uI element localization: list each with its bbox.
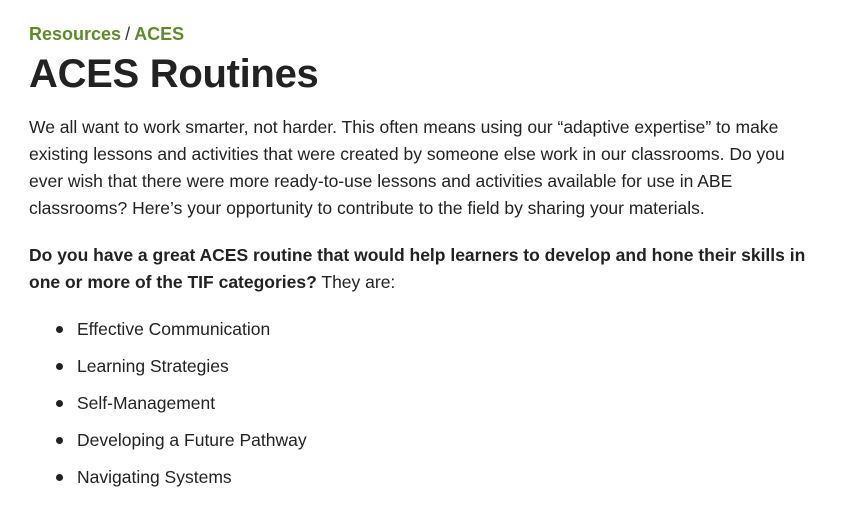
breadcrumb [29,22,821,46]
breadcrumb-separator: / [125,24,131,44]
list-item [77,353,821,380]
bullet-icon [56,363,63,370]
list-item-label: Navigating Systems [77,467,232,487]
bullet-icon [56,474,63,481]
list-item-label: Developing a Future Pathway [77,430,307,450]
tif-categories-list [29,316,821,491]
question-paragraph [29,242,821,296]
list-item-label: Learning Strategies [77,356,229,376]
list-item [77,390,821,417]
question-bold-text: Do you have a great ACES routine that would help learners to develop and hone their skills in one or more of the TIF categories? [29,245,806,292]
bullet-icon [56,326,63,333]
intro-paragraph: We all want to work smarter, not harder. This often means using our “adaptive expertise” to make existing lessons and activities that were created by someone else work in our classrooms. Do you ever wish that there were more ready-to-use lessons and activities available for use in ABE classrooms? Here’s your opportunity to contribute to the field by sharing your materials. [29,117,785,218]
breadcrumb-link-aces[interactable]: ACES [134,24,185,44]
list-item [77,316,821,343]
bullet-icon [56,400,63,407]
list-item-label: Effective Communication [77,319,271,339]
breadcrumb-link-resources[interactable]: Resources [29,24,122,44]
list-item [77,427,821,454]
bullet-icon [56,437,63,444]
list-item-label: Self-Management [77,393,216,413]
list-item [77,464,821,491]
page-title: ACES Routines [29,52,319,96]
question-rest-text: They are: [316,272,396,292]
